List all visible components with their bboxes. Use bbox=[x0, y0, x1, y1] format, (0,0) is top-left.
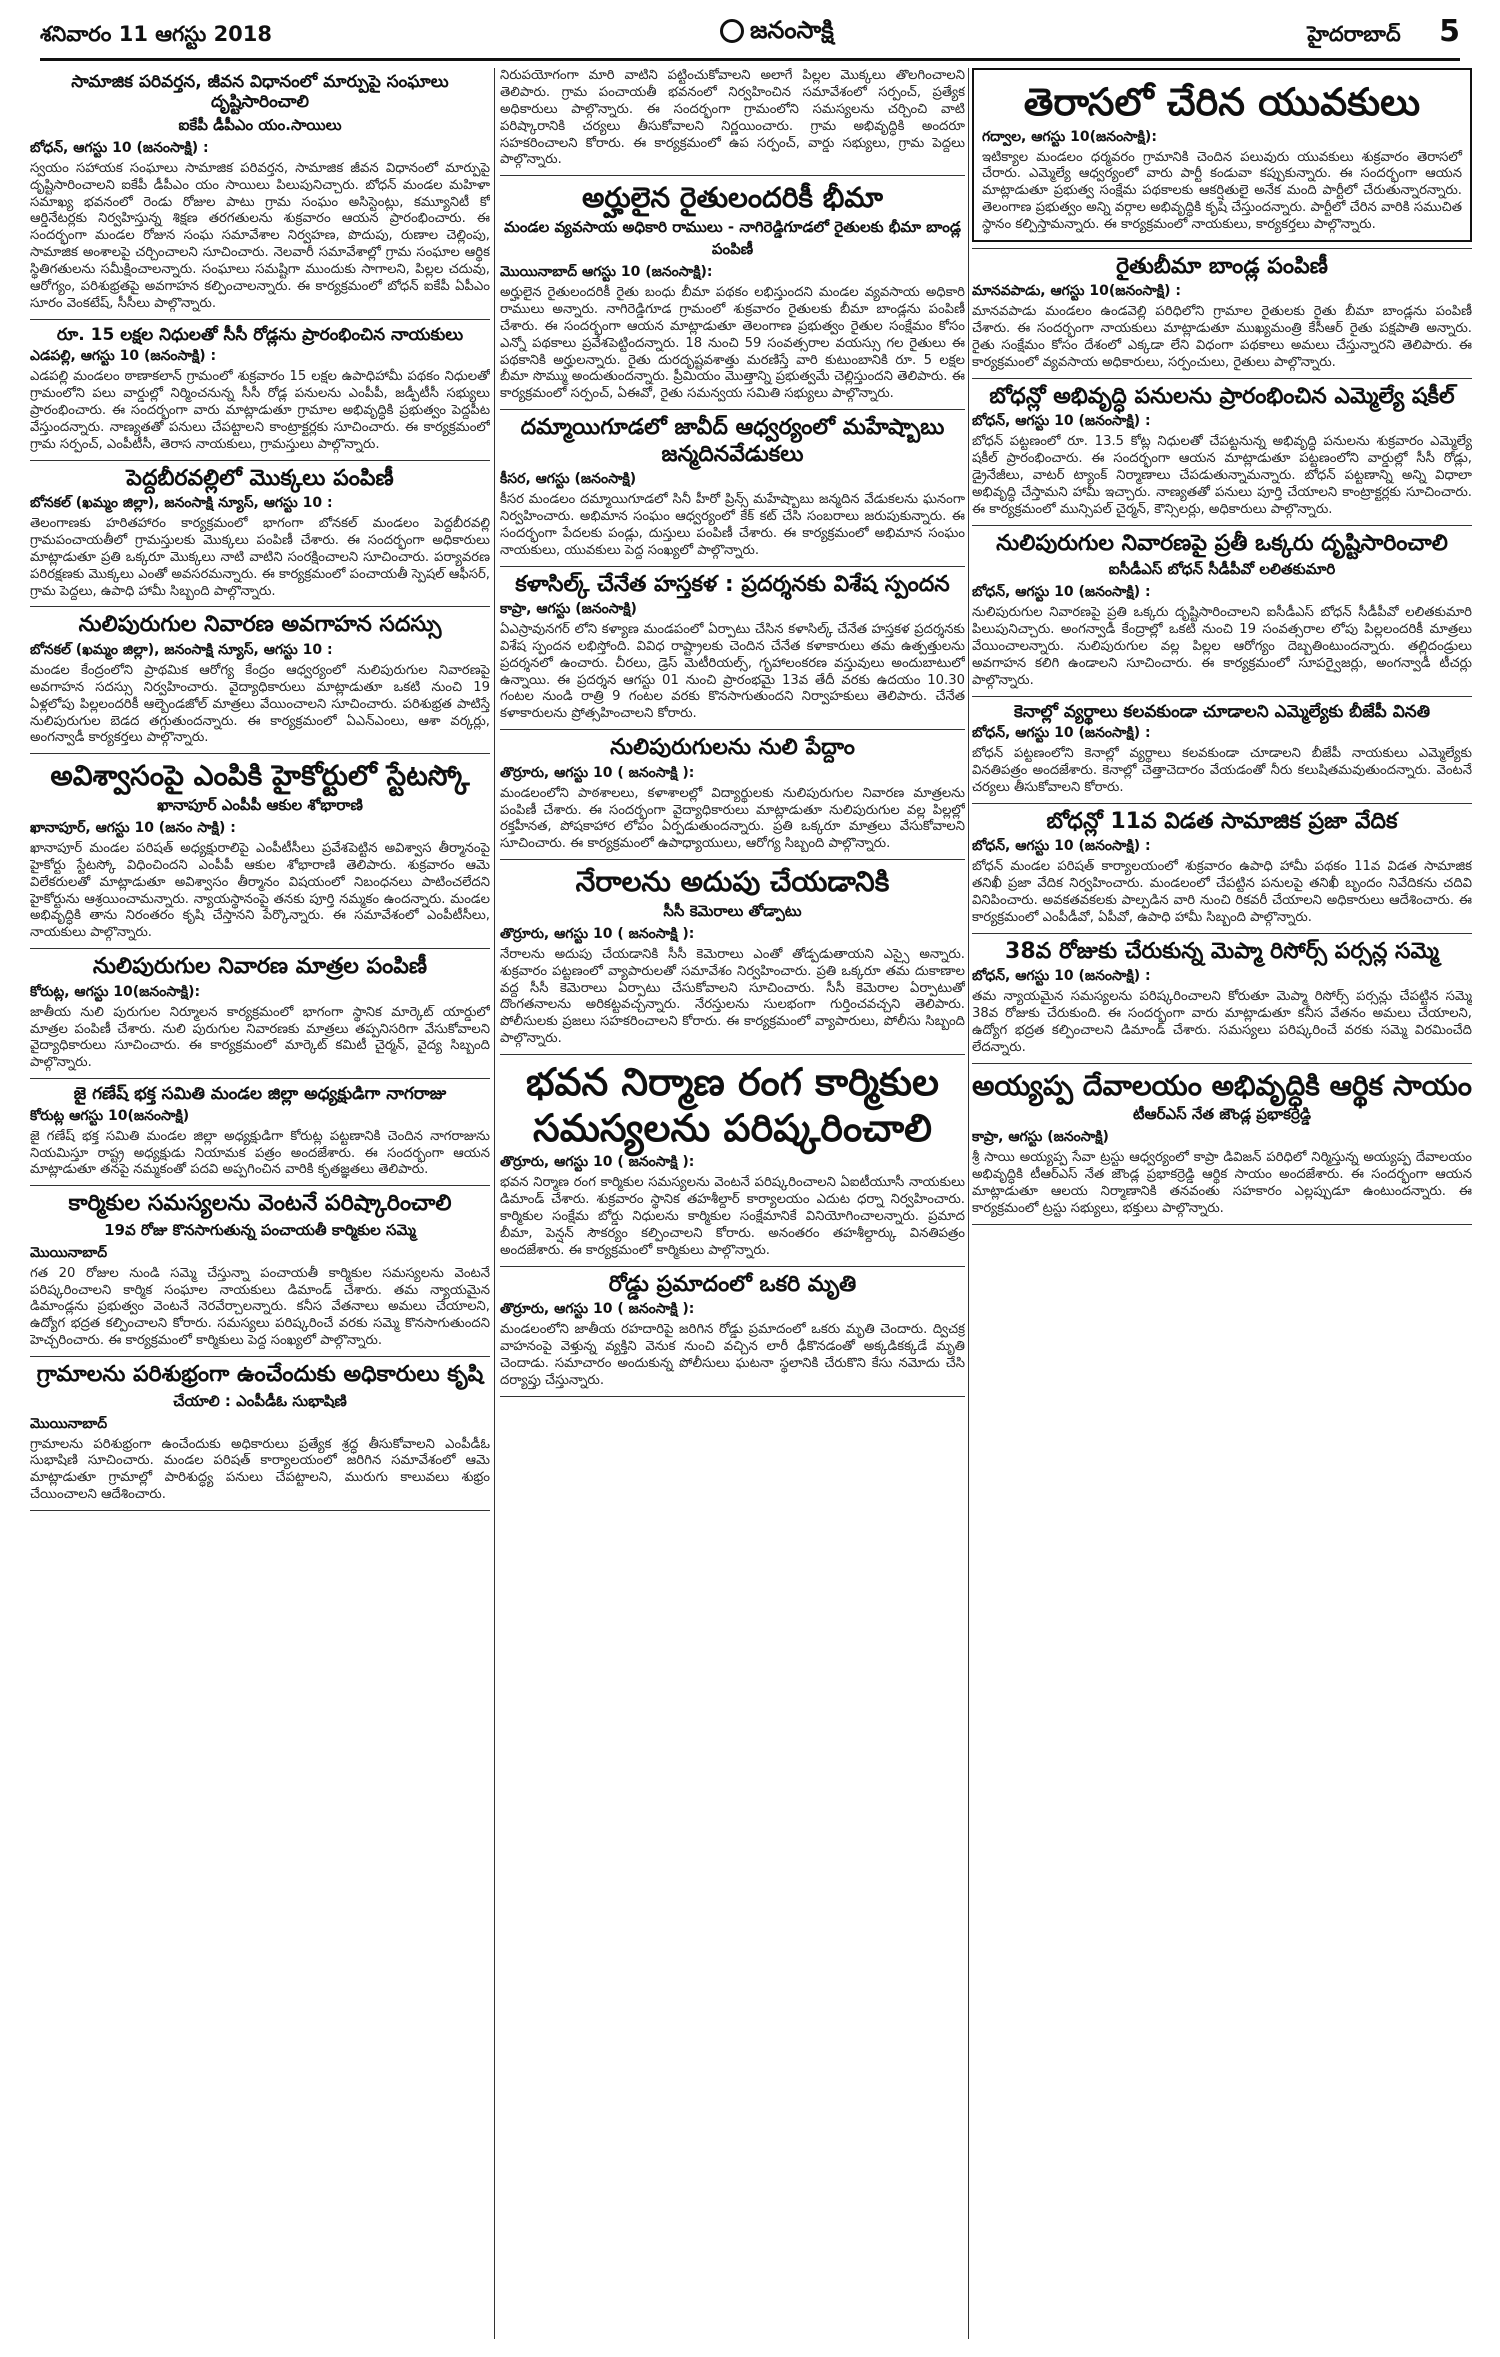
news-story bbox=[30, 466, 490, 601]
story-dateline: మొయినాబాద్ bbox=[30, 1415, 108, 1432]
story-body: బోధన్ మండల పరిషత్ కార్యాలయంలో శుక్రవారం ఉపాధి హామీ పథకం 11వ విడత సామాజిక తనిఖీ ప్రజా వేదిక నిర్వహించారు. మండలంలో చేపట్టిన పనులపై తనిఖీ బృందం నివేదికను చదివి వినిపించారు. అవకతవకలకు పాల్పడిన వారి నుంచి రికవరీ చేయాలని అధికారులు ఆదేశించారు. ఈ కార్యక్రమంలో ఎంపీడీవో, ఏపీవో, ఉపాధి హామీ సిబ్బంది పాల్గొన్నారు. bbox=[972, 859, 1472, 925]
story-body: జై గణేష్ భక్త సమితి మండల జిల్లా అధ్యక్షుడిగా కోరుట్ల పట్టణానికి చెందిన నాగరాజును నియమిస్తూ రాష్ట్ర అధ్యక్షుడు నియామక పత్రం అందజేశారు. ఈ సందర్భంగా ఆయన మాట్లాడుతూ తనపై నమ్మకంతో పదవి అప్పగించిన వారికి కృతజ్ఞతలు తెలిపారు. bbox=[30, 1128, 490, 1178]
story-body: శ్రీ సాయి అయ్యప్ప సేవా ట్రస్టు ఆధ్వర్యంలో కాప్రా డివిజన్ పరిధిలో నిర్మిస్తున్న అయ్యప్ప దేవాలయం అభివృద్ధికి టీఆర్ఎస్ నేత జౌండ్ల ప్రభాకర్రెడ్డి ఆర్థిక సాయం అందజేశారు. ఈ సందర్భంగా ఆయన మాట్లాడుతూ ఆలయ నిర్మాణానికి తనవంతు సహకారం ఎల్లప్పుడూ ఉంటుందన్నారు. ఈ కార్యక్రమంలో ట్రస్టు సభ్యులు, భక్తులు పాల్గొన్నారు. bbox=[972, 1150, 1472, 1216]
story-dateline: కీసర, ఆగస్టు (జనంసాక్షి) bbox=[500, 470, 637, 487]
masthead bbox=[40, 14, 1460, 58]
story-divider bbox=[972, 696, 1472, 697]
story-headline: నులిపురుగుల నివారణ అవగాహన సదస్సు bbox=[78, 612, 442, 638]
story-divider bbox=[30, 948, 490, 949]
story-subheadline: మండల వ్యవసాయ అధికారి రాములు - నాగిరెడ్డిగూడలో రైతులకు భీమా బాండ్ల పంపిణీ bbox=[504, 217, 961, 258]
story-headline: గ్రామాలను పరిశుభ్రంగా ఉంచేందుకు అధికారులు కృషి bbox=[36, 1362, 484, 1388]
story-dateline: బోధన్, ఆగస్టు 10 (జనంసాక్షి) : bbox=[972, 968, 1151, 985]
news-story bbox=[972, 254, 1472, 372]
story-dateline: బోధన్, ఆగస్టు 10 (జనంసాక్షి) : bbox=[972, 725, 1151, 742]
story-headline: కెనాల్లో వ్యర్థాలు కలవకుండా చూడాలని ఎమ్మెల్యేకు బీజేపీ వినతి bbox=[1013, 701, 1431, 722]
story-divider bbox=[972, 1063, 1472, 1064]
news-story bbox=[500, 1272, 965, 1390]
story-dateline: మొయినాబాద్ bbox=[30, 1244, 108, 1261]
story-dateline: కాప్రా, ఆగస్టు (జనంసాక్షి) bbox=[500, 600, 637, 617]
news-story bbox=[30, 72, 490, 313]
story-body: గ్రామాలను పరిశుభ్రంగా ఉంచేందుకు అధికారులు ప్రత్యేక శ్రద్ధ తీసుకోవాలని ఎంపీడీఓ సుభాషిణి సూచించారు. మండల పరిషత్ కార్యాలయంలో జరిగిన సమావేశంలో ఆమె మాట్లాడుతూ గ్రామాల్లో పారిశుద్ధ్య పనులు చేపట్టాలని, మురుగు కాలువలు శుభ్రం చేయించాలని ఆదేశించారు. bbox=[30, 1436, 490, 1503]
story-dateline: తొర్రూరు, ఆగస్టు 10 ( జనంసాక్షి ): bbox=[500, 1154, 695, 1171]
story-body: నేరాలను అదుపు చేయడానికి సీసీ కెమెరాలు ఎంతో తోడ్పడుతాయని ఎస్సై అన్నారు. శుక్రవారం పట్టణంలో వ్యాపారులతో సమావేశం నిర్వహించారు. ప్రతి ఒక్కరూ తమ దుకాణాల వద్ద సీసీ కెమెరాలు ఏర్పాటు చేసుకోవాలని సూచించారు. సీసీ కెమెరాల ఏర్పాటుతో దొంగతనాలను అరికట్టవచ్చన్నారు. నేరస్తులను సులభంగా గుర్తించవచ్చని తెలిపారు. పోలీసులకు ప్రజలు సహకరించాలని కోరారు. ఈ కార్యక్రమంలో వ్యాపారులు, పోలీసు సిబ్బంది పాల్గొన్నారు. bbox=[500, 946, 965, 1047]
story-headline: అర్హులైన రైతులందరికీ భీమా bbox=[581, 181, 883, 215]
story-subheadline: ఐసీడీఎస్ బోధన్ సీడీపీవో లలితకుమారి bbox=[1108, 560, 1336, 579]
story-dateline: ఎడపల్లి, ఆగస్టు 10 (జనంసాక్షి) : bbox=[30, 348, 217, 365]
story-body: జాతీయ నులి పురుగుల నిర్మూలన కార్యక్రమంలో భాగంగా స్థానిక మార్కెట్ యార్డులో మాత్రల పంపిణీ చేశారు. నులి పురుగుల నివారణకు మాత్రలు తప్పనిసరిగా వేసుకోవాలని వైద్యాధికారులు సూచించారు. ఈ కార్యక్రమంలో మార్కెట్ కమిటీ చైర్మన్, వైద్య సిబ్బంది పాల్గొన్నారు. bbox=[30, 1004, 490, 1071]
story-headline: రైతుబీమా బాండ్ల పంపిణీ bbox=[1116, 254, 1328, 280]
story-dateline: కాప్రా, ఆగస్టు (జనంసాక్షి) bbox=[972, 1129, 1109, 1146]
story-headline: కళాసిల్క్ చేనేత హస్తకళ : ప్రదర్శనకు విశేష స్పందన bbox=[515, 571, 950, 597]
story-divider bbox=[30, 1078, 490, 1079]
news-story bbox=[500, 735, 965, 853]
story-body: స్వయం సహాయక సంఘాలు సామాజిక పరివర్తన, సామాజిక జీవన విధానంలో మార్పుపై దృష్టిసారించాలని ఐకేపీ డీపీఎం యం సాయిలు పిలుపునిచ్చారు. బోధన్ మండల మహిళా సమాఖ్య భవనంలో రెండు రోజుల పాటు గ్రామ సంఘం అసిస్టెంట్లు, కమ్యూనిటీ కో ఆర్డినేటర్లకు నిర్వహిస్తున్న శిక్షణ తరగతులను శుక్రవారం ఆయన ప్రారంభించారు. ఈ సందర్భంగా మండల రోజున సంఘ సమావేశాల నిర్వహణ, పొదుపు, రుణాల చెల్లింపు, సామాజిక అంశాలపై చర్చించాలని సూచించారు. నెలవారీ సమావేశాల్లో గ్రామ సంఘాల ఆర్థిక స్థితిగతులను సమీక్షించాలన్నారు. సంఘాలు సమష్టిగా ముందుకు సాగాలని, పిల్లల చదువు, ఆరోగ్యం, పరిశుభ్రతపై అవగాహన కల్పించాలన్నారు. ఈ కార్యక్రమంలో బోధన్ ఐకేపీ ఏపీఎం సూరం వెంకటేష్, సీసీలు పాల్గొన్నారు. bbox=[30, 160, 490, 311]
story-body: బోధన్ పట్టణంలో రూ. 13.5 కోట్ల నిధులతో చేపట్టనున్న అభివృద్ధి పనులను శుక్రవారం ఎమ్మెల్యే షకీల్ ప్రారంభించారు. ఈ సందర్భంగా ఆయన మాట్లాడుతూ పట్టణంలోని వార్డుల్లో సీసీ రోడ్లు, డ్రైనేజీలు, వాటర్ ట్యాంక్ నిర్మాణాలు చేపడుతున్నామన్నారు. బోధన్ పట్టణాన్ని అన్ని విధాలా అభివృద్ధి చేస్తామని హామీ ఇచ్చారు. నాణ్యతతో పనులు పూర్తి చేయాలని కాంట్రాక్టర్లకు సూచించారు. ఈ కార్యక్రమంలో మున్సిపల్ చైర్మన్, కౌన్సిలర్లు, అధికారులు పాల్గొన్నారు. bbox=[972, 434, 1472, 517]
news-story bbox=[30, 954, 490, 1072]
news-story bbox=[500, 1060, 965, 1260]
news-story bbox=[500, 68, 965, 169]
story-dateline: కోరుట్ల, ఆగస్టు 10(జనంసాక్షి): bbox=[30, 983, 201, 1000]
story-headline: భవన నిర్మాణ రంగ కార్మికుల సమస్యలను పరిష్కరించాలి bbox=[525, 1060, 939, 1150]
news-story bbox=[30, 1362, 490, 1504]
story-headline: నులిపురుగుల నివారణ మాత్రల పంపిణీ bbox=[92, 954, 428, 980]
story-dateline: తొర్రూరు, ఆగస్టు 10 ( జనంసాక్షి ): bbox=[500, 1301, 695, 1318]
story-headline: తెరాసలో చేరిన యువకులు bbox=[1023, 80, 1421, 124]
story-dateline: బోధన్, ఆగస్టు 10 (జనంసాక్షి) : bbox=[972, 413, 1151, 430]
story-headline: నేరాలను అదుపు చేయడానికి bbox=[575, 865, 890, 899]
story-dateline: గద్వాల, ఆగస్టు 10(జనంసాక్షి): bbox=[982, 128, 1157, 145]
column-2 bbox=[500, 68, 965, 2339]
story-subheadline: చేయాలి : ఎంపీడీఓ సుభాషిణి bbox=[173, 1391, 347, 1410]
story-divider bbox=[30, 606, 490, 607]
news-story bbox=[30, 1191, 490, 1350]
news-story bbox=[972, 384, 1472, 519]
news-story bbox=[30, 1084, 490, 1179]
story-dateline: బోనకల్ (ఖమ్మం జిల్లా), జనంసాక్షి న్యూస్, ఆగస్టు 10 : bbox=[30, 495, 333, 512]
story-headline: జై గణేష్ భక్త సమితి మండల జిల్లా అధ్యక్షుడిగా నాగరాజు bbox=[73, 1084, 447, 1105]
news-story bbox=[972, 531, 1472, 690]
story-headline: పెద్దబీరవల్లిలో మొక్కలు పంపిణీ bbox=[126, 465, 394, 491]
story-headline: సామాజిక పరివర్తన, జీవన విధానంలో మార్పుపై సంఘాలు దృష్టిసారించాలి bbox=[71, 72, 449, 113]
story-headline: నులిపురుగులను నులి పేద్దాం bbox=[610, 735, 855, 761]
news-story bbox=[30, 759, 490, 942]
story-body: ఏఎస్రావునగర్ లోని కళ్యాణ మండపంలో ఏర్పాటు చేసిన కళాసిల్క్ చేనేత హస్తకళ ప్రదర్శనకు విశేష స్పందన లభిస్తోంది. వివిధ రాష్ట్రాలకు చెందిన చేనేత కళాకారులు తమ ఉత్పత్తులను ప్రదర్శనలో ఉంచారు. చీరలు, డ్రెస్ మెటీరియల్స్, గృహాలంకరణ వస్తువులు అందుబాటులో ఉన్నాయి. ఈ ప్రదర్శన ఆగస్టు 01 నుంచి ప్రారంభమై 13వ తేదీ వరకు ఉదయం 10.30 గంటల నుండి రాత్రి 9 గంటల వరకు కొనసాగుతుందని నిర్వాహకులు తెలిపారు. చేనేత కళాకారులను ప్రోత్సహించాలని కోరారు. bbox=[500, 621, 965, 722]
story-divider bbox=[972, 933, 1472, 934]
story-dateline: తొర్రూరు, ఆగస్టు 10 ( జనంసాక్షి ): bbox=[500, 925, 695, 942]
story-subheadline: సీసీ కెమెరాలు తోడ్పాటు bbox=[663, 901, 802, 920]
news-story bbox=[500, 865, 965, 1048]
story-dateline: ఖానాపూర్, ఆగస్టు 10 (జనం సాక్షి) : bbox=[30, 819, 236, 836]
story-body: ఖానాపూర్ మండల పరిషత్ అధ్యక్షురాలిపై ఎంపీటీసీలు ప్రవేశపెట్టిన అవిశ్వాస తీర్మానంపై హైకోర్టు స్టేటస్కో విధించిందని ఎంపీపీ ఆకుల శోభారాణి తెలిపారు. శుక్రవారం ఆమె విలేకరులతో మాట్లాడుతూ అవిశ్వాసం తీర్మానం విషయంలో నిబంధనలు పాటించలేదని హైకోర్టును ఆశ్రయించామన్నారు. న్యాయస్థానంపై తనకు పూర్తి నమ్మకం ఉందన్నారు. మండల అభివృద్ధికి తాను నిరంతరం కృషి చేస్తానని పేర్కొన్నారు. ఈ సమావేశంలో ఎంపీటీసీలు, నాయకులు పాల్గొన్నారు. bbox=[30, 840, 490, 941]
story-body: అర్హులైన రైతులందరికీ రైతు బంధు బీమా పథకం లభిస్తుందని మండల వ్యవసాయ అధికారి రాములు అన్నారు. నాగిరెడ్డిగూడ గ్రామంలో శుక్రవారం రైతులకు బీమా బాండ్లను పంపిణీ చేశారు. ఈ సందర్భంగా ఆయన మాట్లాడుతూ తెలంగాణ ప్రభుత్వం రైతుల సంక్షేమం కోసం ఎన్నో పథకాలు ప్రవేశపెట్టిందన్నారు. 18 నుంచి 59 సంవత్సరాల వయస్సు గల రైతులు ఈ పథకానికి అర్హులన్నారు. రైతు దురదృష్టవశాత్తు మరణిస్తే వారి కుటుంబానికి రూ. 5 లక్షల బీమా సొమ్ము అందుతుందన్నారు. ప్రీమియం మొత్తాన్ని ప్రభుత్వమే చెల్లిస్తుందని తెలిపారు. ఈ కార్యక్రమంలో సర్పంచ్, ఏఈవో, రైతు సమన్వయ సమితి సభ్యులు పాల్గొన్నారు. bbox=[500, 284, 965, 402]
story-divider bbox=[30, 1510, 490, 1511]
column-divider bbox=[494, 68, 495, 2339]
news-story bbox=[972, 702, 1472, 797]
story-subheadline: ఖానాపూర్ ఎంపీపీ ఆకుల శోభారాణి bbox=[157, 795, 363, 814]
story-divider bbox=[30, 1185, 490, 1186]
story-headline: రూ. 15 లక్షల నిధులతో సీసీ రోడ్లను ప్రారంభించిన నాయకులు bbox=[56, 324, 464, 345]
story-body: ఎడపల్లి మండలం ఠాణాకలాన్ గ్రామంలో శుక్రవారం 15 లక్షల ఉపాధిహామీ పథకం నిధులతో గ్రామంలోని పలు వార్డుల్లో నిర్మించనున్న సీసీ రోడ్ల పనులను ఎంపీపీ, జడ్పీటీసీ సభ్యులు ప్రారంభించారు. ఈ సందర్భంగా వారు మాట్లాడుతూ గ్రామాల అభివృద్ధికి ప్రభుత్వం పెద్దపీట వేస్తుందన్నారు. నాణ్యతతో పనులు చేపట్టాలని కాంట్రాక్టర్లకు సూచించారు. ఈ కార్యక్రమంలో గ్రామ సర్పంచ్, ఎంపీటీసీ, తెరాస నాయకులు, గ్రామస్తులు పాల్గొన్నారు. bbox=[30, 369, 490, 452]
story-body: బోధన్ పట్టణంలోని కెనాల్లో వ్యర్థాలు కలవకుండా చూడాలని బీజేపీ నాయకులు ఎమ్మెల్యేకు వినతిపత్రం అందజేశారు. కెనాల్లో చెత్తాచెదారం వేయడంతో నీరు కలుషితమవుతుందన్నారు. వెంటనే చర్యలు తీసుకోవాలని కోరారు. bbox=[972, 746, 1472, 795]
story-divider bbox=[500, 175, 965, 176]
story-divider bbox=[30, 753, 490, 754]
story-subheadline: ఐకేపీ డీపీఎం యం.సాయిలు bbox=[178, 115, 342, 134]
story-dateline: మానవపాడు, ఆగస్టు 10(జనంసాక్షి) : bbox=[972, 283, 1182, 300]
news-story bbox=[500, 415, 965, 559]
story-dateline: బోధన్, ఆగస్టు 10 (జనంసాక్షి) : bbox=[972, 584, 1151, 601]
story-body: మండల కేంద్రంలోని ప్రాథమిక ఆరోగ్య కేంద్రం ఆధ్వర్యంలో నులిపురుగుల నివారణపై అవగాహన సదస్సు నిర్వహించారు. వైద్యాధికారులు మాట్లాడుతూ ఒకటి నుంచి 19 ఏళ్లలోపు పిల్లలందరికీ ఆల్బెండజోల్ మాత్రలు వేయించాలని సూచించారు. పరిశుభ్రత పాటిస్తే నులిపురుగుల బెడద తగ్గుతుందన్నారు. ఈ కార్యక్రమంలో ఏఎన్ఎంలు, ఆశా వర్కర్లు, అంగన్వాడీ కార్యకర్తలు పాల్గొన్నారు. bbox=[30, 662, 490, 746]
story-body: తెలంగాణకు హరితహారం కార్యక్రమంలో భాగంగా బోనకల్ మండలం పెద్దబీరవల్లి గ్రామపంచాయతీలో గ్రామస్తులకు మొక్కలు పంపిణీ చేశారు. ఈ సందర్భంగా అధికారులు మాట్లాడుతూ ప్రతి ఒక్కరూ మొక్కలు నాటి వాటిని సంరక్షించాలని సూచించారు. పర్యావరణ పరిరక్షణకు మొక్కలు ఎంతో అవసరమన్నారు. ఈ కార్యక్రమంలో పంచాయతీ స్పెషల్ ఆఫీసర్, గ్రామ పెద్దలు, ఉపాధి హామీ సిబ్బంది పాల్గొన్నారు. bbox=[30, 516, 490, 599]
story-dateline: బోనకల్ (ఖమ్మం జిల్లా), జనంసాక్షి న్యూస్, ఆగస్టు 10 : bbox=[30, 641, 333, 658]
story-headline: రోడ్డు ప్రమాదంలో ఒకరి మృతి bbox=[608, 1271, 857, 1297]
story-headline: కార్మికుల సమస్యలను వెంటనే పరిష్కారించాలి bbox=[68, 1191, 452, 1217]
story-divider bbox=[972, 378, 1472, 379]
news-story bbox=[30, 325, 490, 454]
story-headline: అయ్యప్ప దేవాలయం అభివృద్ధికి ఆర్థిక సాయం bbox=[972, 1068, 1472, 1102]
story-body: గత 20 రోజుల నుండి సమ్మె చేస్తున్నా పంచాయతీ కార్మికుల సమస్యలను వెంటనే పరిష్కరించాలని కార్మిక సంఘాల నాయకులు డిమాండ్ చేశారు. తమ న్యాయమైన డిమాండ్లను ప్రభుత్వం వెంటనే నెరవేర్చాలన్నారు. కనీస వేతనాలు అమలు చేయాలని, ఉద్యోగ భద్రత కల్పించాలని కోరారు. సమస్యలు పరిష్కరించే వరకు సమ్మె కొనసాగుతుందని హెచ్చరించారు. ఈ కార్యక్రమంలో కార్మికులు పెద్ద సంఖ్యలో పాల్గొన్నారు. bbox=[30, 1265, 490, 1349]
story-divider bbox=[500, 409, 965, 410]
story-divider bbox=[500, 1266, 965, 1267]
masthead-city: హైదరాబాద్ bbox=[1307, 22, 1401, 46]
masthead-date: శనివారం 11 ఆగస్టు 2018 bbox=[40, 22, 273, 46]
column-3 bbox=[972, 68, 1472, 2339]
story-headline: బోధన్లో 11వ విడత సామాజిక ప్రజా వేదిక bbox=[1046, 808, 1398, 834]
story-divider bbox=[30, 460, 490, 461]
story-headline: 38వ రోజుకు చేరుకున్న మెప్మా రిసోర్స్ పర్సన్ల సమ్మె bbox=[1005, 938, 1439, 964]
news-story bbox=[972, 809, 1472, 927]
story-divider bbox=[500, 566, 965, 567]
news-story bbox=[500, 181, 965, 403]
story-body: నిరుపయోగంగా మారి వాటిని పట్టించుకోవాలని అలాగే పిల్లల మొక్కలు తొలగించాలని తెలిపారు. గ్రామ పంచాయతీ భవనంలో నిర్వహించిన సమావేశంలో సర్పంచ్, ప్రత్యేక అధికారులు పాల్గొన్నారు. ఈ సందర్భంగా గ్రామంలోని సమస్యలను చర్చించి వాటి పరిష్కారానికి చర్యలు తీసుకోవాలని నిర్ణయించారు. గ్రామ అభివృద్ధికి అందరూ సహకరించాలని కోరారు. ఈ కార్యక్రమంలో ఉప సర్పంచ్, వార్డు సభ్యులు, గ్రామ పెద్దలు పాల్గొన్నారు. bbox=[500, 68, 965, 168]
story-dateline: కోరుట్ల ఆగస్టు 10(జనంసాక్షి) bbox=[30, 1107, 190, 1124]
masthead-rule bbox=[40, 58, 1460, 61]
column-divider bbox=[968, 68, 969, 2339]
news-story bbox=[972, 939, 1472, 1057]
column-1 bbox=[30, 68, 490, 2339]
story-dateline: బోధన్, ఆగస్టు 10 (జనంసాక్షి) : bbox=[30, 139, 209, 156]
news-story bbox=[972, 1069, 1472, 1218]
story-body: మండలంలోని పాఠశాలలు, కళాశాలల్లో విద్యార్థులకు నులిపురుగుల నివారణ మాత్రలను పంపిణీ చేశారు. ఈ సందర్భంగా వైద్యాధికారులు మాట్లాడుతూ నులిపురుగుల వల్ల పిల్లల్లో రక్తహీనత, పోషకాహార లోపం ఏర్పడుతుందన్నారు. ప్రతి ఒక్కరూ మాత్రలు వేసుకోవాలని సూచించారు. ఈ కార్యక్రమంలో ఉపాధ్యాయులు, ఆరోగ్య సిబ్బంది పాల్గొన్నారు. bbox=[500, 785, 965, 852]
story-body: భవన నిర్మాణ రంగ కార్మికుల సమస్యలను వెంటనే పరిష్కరించాలని ఏఐటీయూసీ నాయకులు డిమాండ్ చేశారు. శుక్రవారం స్థానిక తహశీల్దార్ కార్యాలయం ఎదుట ధర్నా నిర్వహించారు. కార్మికుల సంక్షేమ బోర్డు నిధులను కార్మికుల సంక్షేమానికే వినియోగించాలన్నారు. ప్రమాద బీమా, పెన్షన్ సౌకర్యం కల్పించాలని కోరారు. అనంతరం తహశీల్దార్కు వినతిపత్రం అందజేశారు. ఈ కార్యక్రమంలో కార్మికులు పాల్గొన్నారు. bbox=[500, 1175, 965, 1258]
story-headline: బోధన్లో అభివృద్ధి పనులను ప్రారంభించిన ఎమ్మెల్యే షకీల్ bbox=[989, 384, 1455, 409]
story-divider bbox=[972, 525, 1472, 526]
news-story bbox=[972, 68, 1472, 242]
masthead-brand bbox=[720, 16, 834, 50]
story-dateline: తొర్రూరు, ఆగస్టు 10 ( జనంసాక్షి ): bbox=[500, 764, 695, 781]
story-headline: నులిపురుగుల నివారణపై ప్రతీ ఒక్కరు దృష్టిసారించాలి bbox=[996, 530, 1448, 556]
story-divider bbox=[500, 859, 965, 860]
story-divider bbox=[972, 248, 1472, 249]
story-headline: అవిశ్వాసంపై ఎంపికి హైకోర్టులో స్టేటస్కో bbox=[50, 759, 470, 793]
story-divider bbox=[30, 1356, 490, 1357]
story-body: తమ న్యాయమైన సమస్యలను పరిష్కరించాలని కోరుతూ మెప్మా రిసోర్స్ పర్సన్లు చేపట్టిన సమ్మె 38వ రోజుకు చేరుకుంది. ఈ సందర్భంగా వారు మాట్లాడుతూ కనీస వేతనం అమలు చేయాలని, ఉద్యోగ భద్రత కల్పించాలని డిమాండ్ చేశారు. సమస్యలు పరిష్కరించే వరకు సమ్మె విరమించేది లేదన్నారు. bbox=[972, 989, 1472, 1055]
story-body: కీసర మండలం దమ్మాయిగూడలో సినీ హీరో ప్రిన్స్ మహేష్బాబు జన్మదిన వేడుకలను ఘనంగా నిర్వహించారు. అభిమాన సంఘం ఆధ్వర్యంలో కేక్ కట్ చేసి సంబరాలు జరుపుకున్నారు. ఈ సందర్భంగా పేదలకు పండ్లు, దుస్తులు పంపిణీ చేశారు. ఈ కార్యక్రమంలో అభిమాన సంఘం నాయకులు, యువకులు పెద్ద సంఖ్యలో పాల్గొన్నారు. bbox=[500, 491, 965, 558]
story-divider bbox=[30, 319, 490, 320]
news-story bbox=[30, 612, 490, 747]
brand-logo-icon bbox=[720, 19, 744, 43]
story-body: ఇటిక్యాల మండలం ధర్మవరం గ్రామానికి చెందిన పలువురు యువకులు శుక్రవారం తెరాసలో చేరారు. ఎమ్మెల్యే ఆధ్వర్యంలో వారు పార్టీ కండువా కప్పుకున్నారు. ఈ సందర్భంగా ఆయన మాట్లాడుతూ ప్రభుత్వ సంక్షేమ పథకాలకు ఆకర్షితులై అనేక మంది పార్టీలో చేరుతున్నారన్నారు. తెలంగాణ ప్రభుత్వం అన్ని వర్గాల అభివృద్ధికి కృషి చేస్తుందన్నారు. పార్టీలో చేరిన వారికి సముచిత స్థానం కల్పిస్తామన్నారు. ఈ కార్యక్రమంలో నాయకులు, కార్యకర్తలు పాల్గొన్నారు. bbox=[982, 149, 1462, 233]
brand-name: జనంసాక్షి bbox=[750, 16, 834, 44]
story-headline: దమ్మాయిగూడలో జావీద్ ఆధ్వర్యంలో మహేష్బాబు జన్మదినవేడుకలు bbox=[520, 415, 945, 467]
story-subheadline: 19వ రోజు కొనసాగుతున్న పంచాయతీ కార్మికుల సమ్మె bbox=[104, 1220, 416, 1239]
story-subheadline: టీఆర్ఎస్ నేత జౌండ్ల ప్రభాకర్రెడ్డి bbox=[1133, 1105, 1311, 1124]
story-divider bbox=[972, 1224, 1472, 1225]
story-dateline: మొయినాబాద్ ఆగస్టు 10 (జనంసాక్షి): bbox=[500, 263, 713, 280]
story-body: మండలంలోని జాతీయ రహదారిపై జరిగిన రోడ్డు ప్రమాదంలో ఒకరు మృతి చెందారు. ద్విచక్ర వాహనంపై వెళ్తున్న వ్యక్తిని వెనుక నుంచి వచ్చిన లారీ ఢీకొనడంతో అక్కడికక్కడే మృతి చెందాడు. సమాచారం అందుకున్న పోలీసులు ఘటనా స్థలానికి చేరుకొని కేసు నమోదు చేసి దర్యాప్తు చేస్తున్నారు. bbox=[500, 1322, 965, 1388]
story-divider bbox=[500, 1054, 965, 1055]
story-divider bbox=[972, 803, 1472, 804]
page-number: 5 bbox=[1439, 14, 1460, 49]
story-body: నులిపురుగుల నివారణపై ప్రతి ఒక్కరు దృష్టిసారించాలని ఐసీడీఎస్ బోధన్ సీడీపీవో లలితకుమారి పిలుపునిచ్చారు. అంగన్వాడీ కేంద్రాల్లో ఒకటి నుంచి 19 సంవత్సరాల లోపు పిల్లలందరికీ మాత్రలు వేయించాలన్నారు. నులిపురుగుల వల్ల పిల్లల ఆరోగ్యం దెబ్బతింటుందన్నారు. తల్లిదండ్రులు అవగాహన కలిగి ఉండాలని సూచించారు. ఈ కార్యక్రమంలో సూపర్వైజర్లు, అంగన్వాడీ టీచర్లు పాల్గొన్నారు. bbox=[972, 605, 1472, 688]
story-divider bbox=[500, 1396, 965, 1397]
news-story bbox=[500, 572, 965, 724]
story-divider bbox=[500, 729, 965, 730]
story-dateline: బోధన్, ఆగస్టు 10 (జనంసాక్షి) : bbox=[972, 838, 1151, 855]
story-body: మానవపాడు మండలం ఉండవెల్లి పరిధిలోని గ్రామాల రైతులకు రైతు బీమా బాండ్లను పంపిణీ చేశారు. ఈ సందర్భంగా నాయకులు మాట్లాడుతూ ముఖ్యమంత్రి కేసీఆర్ రైతు పక్షపాతి అన్నారు. రైతు సంక్షేమం కోసం దేశంలో ఎక్కడా లేని విధంగా పథకాలు అమలు చేస్తున్నారని తెలిపారు. ఈ కార్యక్రమంలో వ్యవసాయ అధికారులు, సర్పంచులు, రైతులు పాల్గొన్నారు. bbox=[972, 304, 1472, 371]
